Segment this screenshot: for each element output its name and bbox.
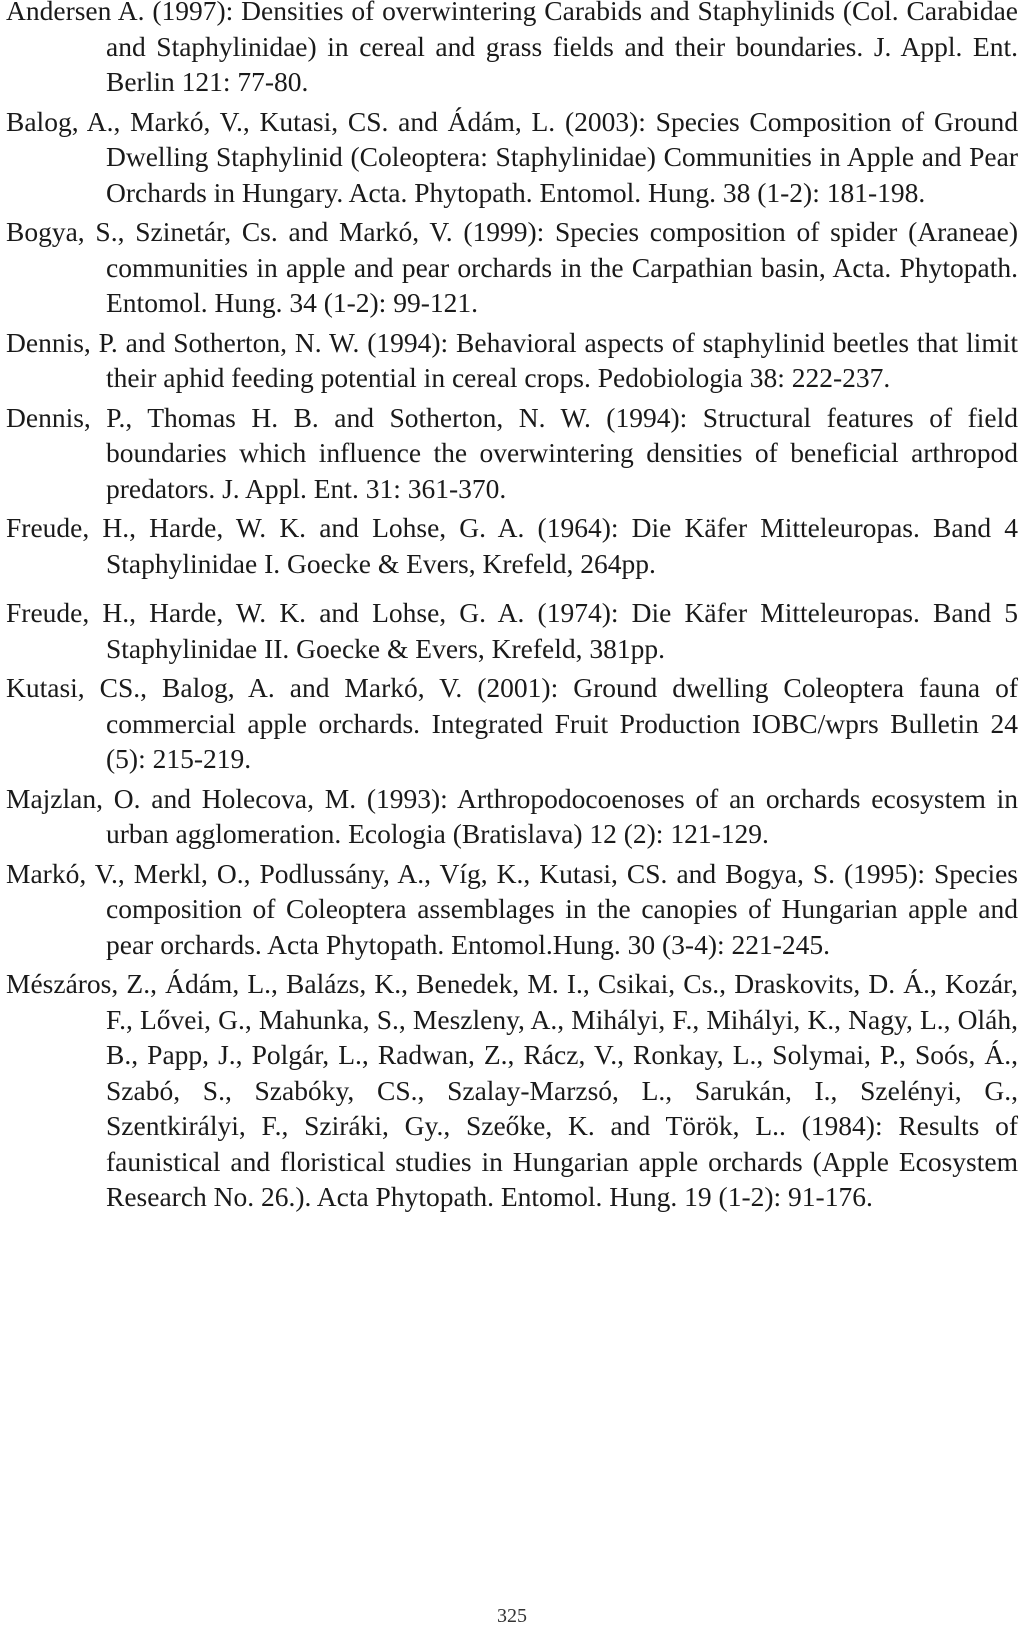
reference-entry: Bogya, S., Szinetár, Cs. and Markó, V. (1999): Species composition of spider (Araneae) communities in apple and pear orchards in the Carpathian basin, Acta. Phytopath. Entomol. Hung. 34 (1-2): 99-121.	[6, 216, 1018, 318]
reference-entry: Dennis, P., Thomas H. B. and Sotherton, N. W. (1994): Structural features of field boundaries which influence the overwintering densities of beneficial arthropod predators. J. Appl. Ent. 31: 361-370.	[6, 401, 1018, 504]
reference-entry: Dennis, P. and Sotherton, N. W. (1994): Behavioral aspects of staphylinid beetles that limit their aphid feeding potential in cereal crops. Pedobiologia 38: 222-237.	[6, 326, 1018, 393]
reference-entry: Andersen A. (1997): Densities of overwintering Carabids and Staphylinids (Col. Carabidae and Staphylinidae) in cereal and grass fields and their boundaries. J. Appl. Ent. Berlin 121: 77-80.	[6, 0, 1018, 97]
reference-entry: Mészáros, Z., Ádám, L., Balázs, K., Benedek, M. I., Csikai, Cs., Draskovits, D. Á., Kozár, F., Lővei, G., Mahunka, S., Meszleny, A., Mihályi, F., Mihályi, K., Nagy, L., Oláh, B., Papp, J., Polgár, L., Radwan, Z., Rácz, V., Ronkay, L., Solymai, P., Soós, Á., Szabó, S., Szabóky, CS., Szalay-Marzsó, L., Sarukán, I., Szelényi, G., Szentkirályi, F., Sziráki, Gy., Szeőke, K. and Török, L.. (1984): Results of faunistical and floristical studies in Hungarian apple orchards (Apple Ecosystem Research No. 26.). Acta Phytopath. Entomol. Hung. 19 (1-2): 91-176.	[6, 968, 1018, 1212]
reference-entry: Majzlan, O. and Holecova, M. (1993): Arthropodocoenoses of an orchards ecosystem in urban agglomeration. Ecologia (Bratislava) 12 (2): 121-129.	[6, 782, 1018, 849]
reference-entry: Freude, H., Harde, W. K. and Lohse, G. A. (1964): Die Käfer Mitteleuropas. Band 4 Staphylinidae I. Goecke & Evers, Krefeld, 264pp.	[6, 512, 1018, 579]
reference-entry: Kutasi, CS., Balog, A. and Markó, V. (2001): Ground dwelling Coleoptera fauna of commercial apple orchards. Integrated Fruit Production IOBC/wprs Bulletin 24 (5): 215-219.	[6, 672, 1018, 774]
reference-entry: Freude, H., Harde, W. K. and Lohse, G. A. (1974): Die Käfer Mitteleuropas. Band 5 Staphylinidae II. Goecke & Evers, Krefeld, 381pp.	[6, 597, 1018, 664]
page-number: 325	[497, 1605, 527, 1627]
reference-entry: Balog, A., Markó, V., Kutasi, CS. and Ádám, L. (2003): Species Composition of Ground Dwelling Staphylinid (Coleoptera: Staphylinidae) Communities in Apple and Pear Orchards in Hungary. Acta. Phytopath. Entomol. Hung. 38 (1-2): 181-198.	[6, 105, 1018, 208]
reference-entry: Markó, V., Merkl, O., Podlussány, A., Víg, K., Kutasi, CS. and Bogya, S. (1995): Species composition of Coleoptera assemblages in the canopies of Hungarian apple and pear orchards. Acta Phytopath. Entomol.Hung. 30 (3-4): 221-245.	[6, 857, 1018, 960]
reference-list	[6, 0, 1018, 1219]
